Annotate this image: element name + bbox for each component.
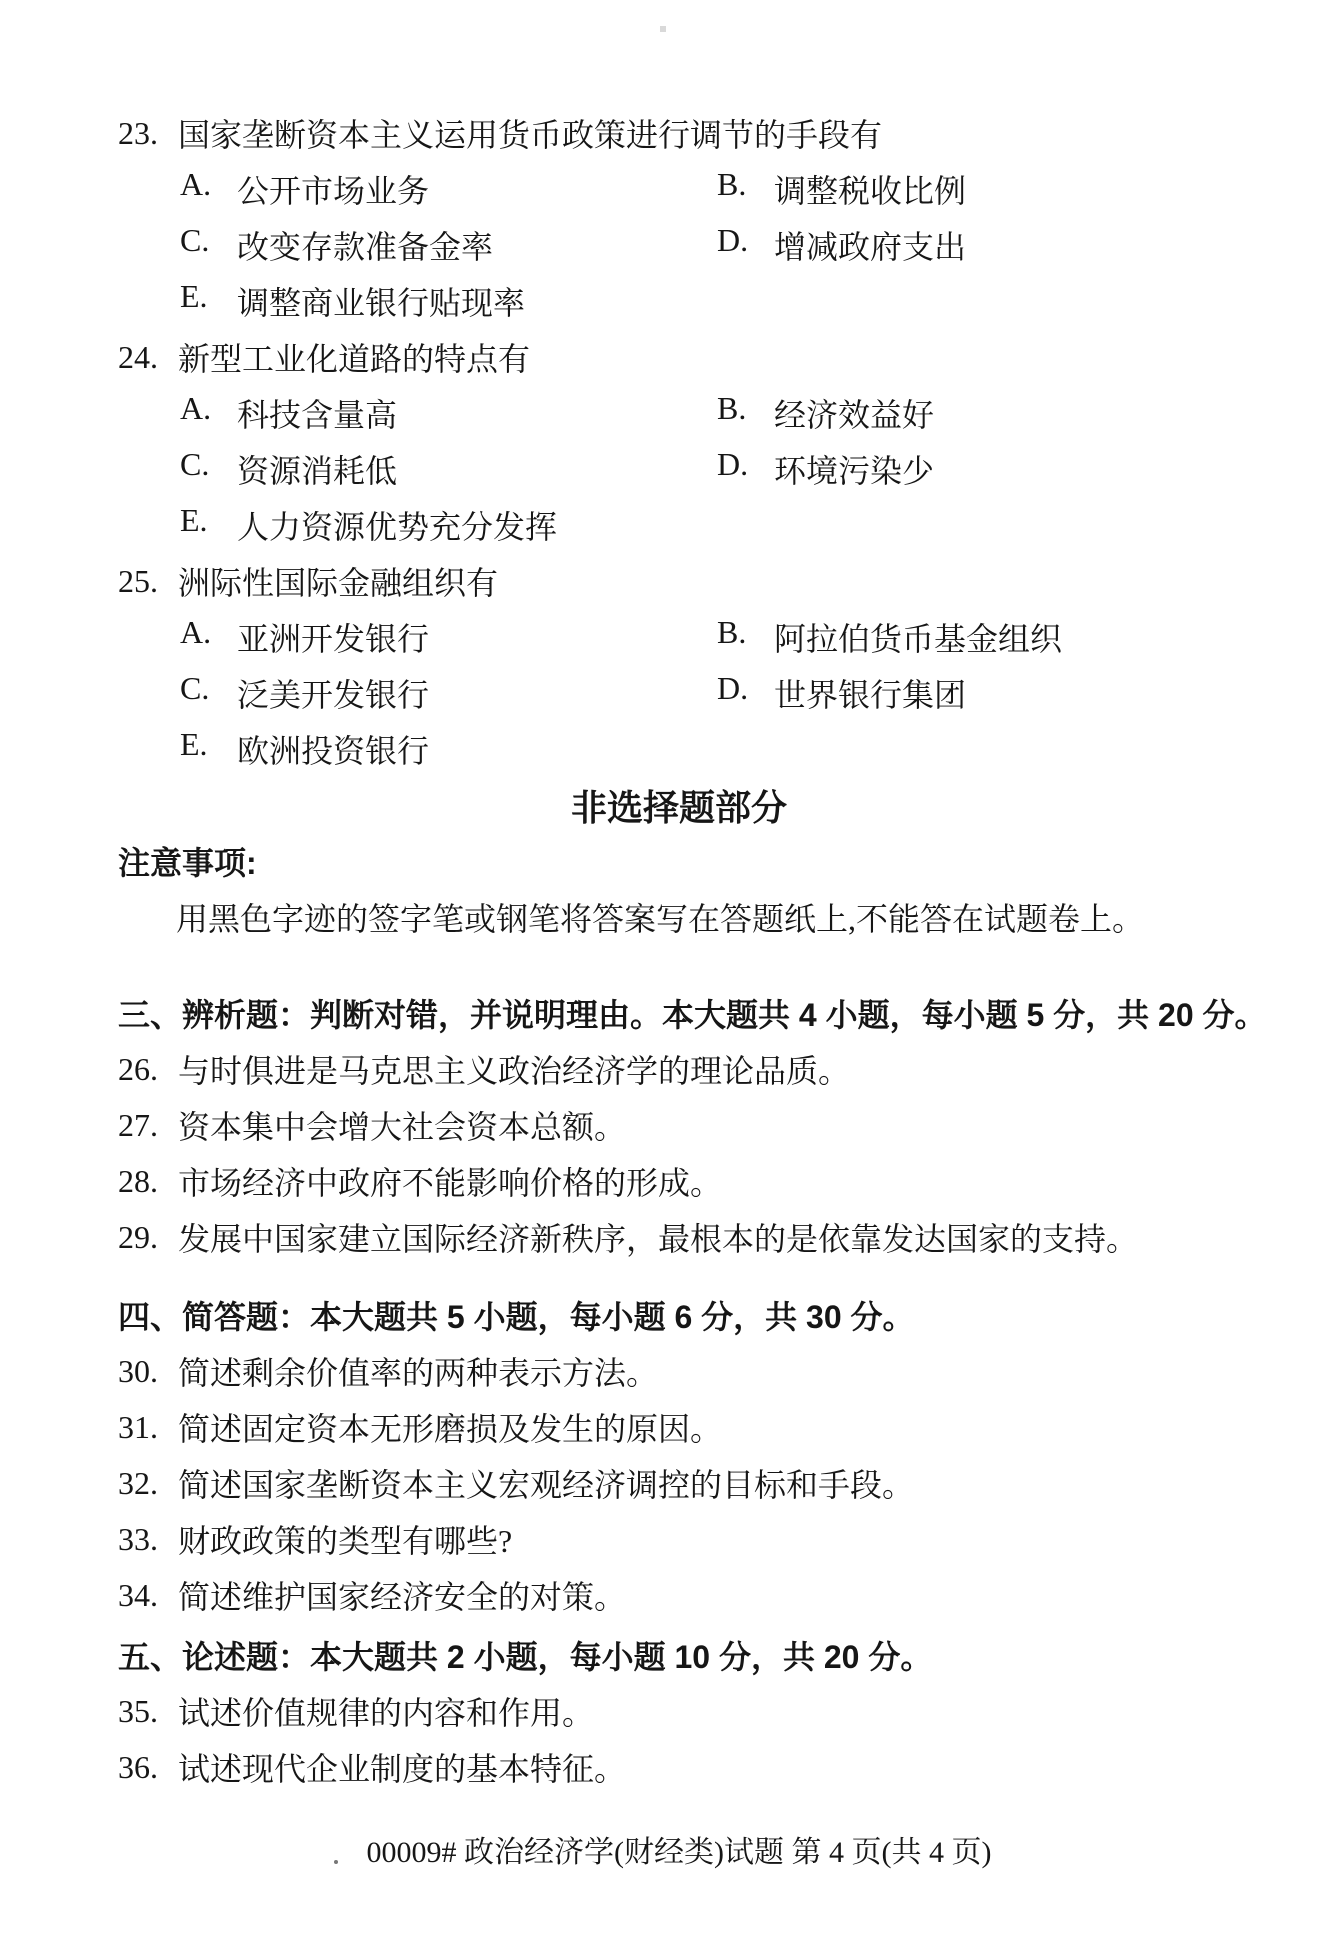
question-35 — [118, 1683, 1240, 1739]
option-b — [717, 390, 1240, 436]
question-25 — [118, 553, 1240, 609]
option-label: B. — [717, 614, 747, 650]
question-text: 市场经济中政府不能影响价格的形成。 — [178, 1165, 723, 1201]
option-label: A. — [180, 614, 212, 650]
question-text: 简述国家垄断资本主义宏观经济调控的目标和手段。 — [178, 1467, 915, 1503]
option-d — [717, 222, 1240, 268]
question-24-options-cd — [118, 441, 1240, 497]
option-a — [180, 390, 717, 436]
question-number: 27. — [118, 1106, 158, 1143]
option-label: A. — [180, 390, 212, 426]
question-number: 32. — [118, 1464, 158, 1501]
option-label: C. — [180, 222, 210, 258]
question-text: 试述现代企业制度的基本特征。 — [178, 1751, 627, 1787]
question-number: 31. — [118, 1408, 158, 1445]
section-3-heading: 三、辨析题：判断对错，并说明理由。本大题共 4 小题，每小题 5 分，共 20 分。 — [118, 997, 1267, 1033]
option-label: E. — [180, 726, 208, 762]
question-24-block — [118, 329, 1240, 553]
question-26 — [118, 1041, 1240, 1097]
option-text: 资源消耗低 — [237, 453, 398, 489]
question-24 — [118, 329, 1240, 385]
option-text: 阿拉伯货币基金组织 — [774, 621, 1063, 657]
question-text: 与时俱进是马克思主义政治经济学的理论品质。 — [178, 1053, 851, 1089]
question-23 — [118, 105, 1240, 161]
option-text: 泛美开发银行 — [237, 677, 430, 713]
question-text: 试述价值规律的内容和作用。 — [178, 1695, 595, 1731]
question-text: 财政政策的类型有哪些? — [178, 1523, 513, 1559]
question-27 — [118, 1097, 1240, 1153]
option-label: B. — [717, 390, 747, 426]
question-number: 25. — [118, 562, 158, 599]
option-text: 世界银行集团 — [774, 677, 967, 713]
question-number: 28. — [118, 1162, 158, 1199]
option-c — [180, 222, 717, 268]
question-28 — [118, 1153, 1240, 1209]
option-label: E. — [180, 278, 208, 314]
option-label: C. — [180, 670, 210, 706]
option-label: A. — [180, 166, 212, 202]
question-text: 国家垄断资本主义运用货币政策进行调节的手段有 — [178, 117, 883, 153]
question-36 — [118, 1739, 1240, 1795]
question-24-option-e — [118, 497, 1240, 553]
option-e — [180, 726, 717, 772]
question-23-options-cd — [118, 217, 1240, 273]
question-34 — [118, 1567, 1240, 1623]
option-label: C. — [180, 446, 210, 482]
option-label: D. — [717, 446, 749, 482]
option-e — [180, 278, 717, 324]
question-30 — [118, 1343, 1240, 1399]
option-d — [717, 670, 1240, 716]
option-b — [717, 614, 1240, 660]
section-4-heading: 四、简答题：本大题共 5 小题，每小题 6 分，共 30 分。 — [118, 1299, 915, 1335]
option-text: 欧洲投资银行 — [237, 733, 430, 769]
option-text: 改变存款准备金率 — [237, 229, 494, 265]
option-text: 调整商业银行贴现率 — [237, 285, 526, 321]
question-text: 发展中国家建立国际经济新秩序，最根本的是依靠发达国家的支持。 — [178, 1221, 1139, 1257]
question-number: 26. — [118, 1050, 158, 1087]
page-footer: 00009# 政治经济学(财经类)试题 第 4 页(共 4 页) — [366, 1836, 992, 1869]
question-number: 34. — [118, 1576, 158, 1613]
question-number: 36. — [118, 1748, 158, 1785]
non-mc-section-heading: 非选择题部分 — [570, 786, 787, 828]
question-33 — [118, 1511, 1240, 1567]
question-text: 简述剩余价值率的两种表示方法。 — [178, 1355, 659, 1391]
question-text: 洲际性国际金融组织有 — [178, 565, 499, 601]
question-32 — [118, 1455, 1240, 1511]
question-23-option-e — [118, 273, 1240, 329]
question-29 — [118, 1209, 1240, 1265]
question-number: 29. — [118, 1218, 158, 1255]
option-label: B. — [717, 166, 747, 202]
option-text: 经济效益好 — [774, 397, 935, 433]
question-23-block — [118, 105, 1240, 329]
option-a — [180, 614, 717, 660]
question-25-options-ab — [118, 609, 1240, 665]
option-c — [180, 670, 717, 716]
scan-artifact-footer — [334, 1860, 338, 1864]
option-c — [180, 446, 717, 492]
option-text: 亚洲开发银行 — [237, 621, 430, 657]
scan-artifact-top — [660, 26, 666, 32]
option-e — [180, 502, 717, 548]
option-text: 人力资源优势充分发挥 — [237, 509, 558, 545]
question-text: 资本集中会增大社会资本总额。 — [178, 1109, 627, 1145]
question-25-option-e — [118, 721, 1240, 777]
question-25-options-cd — [118, 665, 1240, 721]
option-label: E. — [180, 502, 208, 538]
question-text: 简述维护国家经济安全的对策。 — [178, 1579, 627, 1615]
question-25-block — [118, 553, 1240, 777]
question-text: 简述固定资本无形磨损及发生的原因。 — [178, 1411, 723, 1447]
option-text: 公开市场业务 — [237, 173, 430, 209]
option-b — [717, 166, 1240, 212]
question-number: 23. — [118, 114, 158, 151]
question-24-options-ab — [118, 385, 1240, 441]
option-label: D. — [717, 670, 749, 706]
question-31 — [118, 1399, 1240, 1455]
question-number: 35. — [118, 1692, 158, 1729]
option-label: D. — [717, 222, 749, 258]
option-text: 调整税收比例 — [774, 173, 967, 209]
option-a — [180, 166, 717, 212]
notice-title: 注意事项: — [118, 845, 257, 881]
option-text: 科技含量高 — [237, 397, 398, 433]
option-text: 环境污染少 — [774, 453, 935, 489]
question-number: 33. — [118, 1520, 158, 1557]
question-23-options-ab — [118, 161, 1240, 217]
notice-body: 用黑色字迹的签字笔或钢笔将答案写在答题纸上,不能答在试题卷上。 — [176, 901, 1145, 937]
question-text: 新型工业化道路的特点有 — [178, 341, 531, 377]
section-5-heading: 五、论述题：本大题共 2 小题，每小题 10 分，共 20 分。 — [118, 1639, 933, 1675]
option-d — [717, 446, 1240, 492]
question-number: 30. — [118, 1352, 158, 1389]
question-number: 24. — [118, 338, 158, 375]
option-text: 增减政府支出 — [774, 229, 967, 265]
